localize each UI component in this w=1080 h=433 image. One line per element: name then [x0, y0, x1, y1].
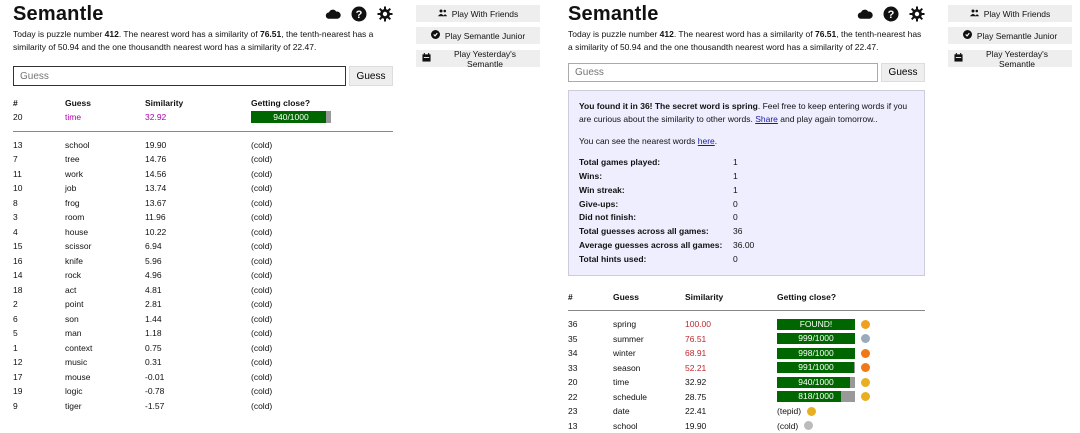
guess-similarity: 32.92	[145, 112, 167, 123]
guess-similarity: 6.94	[145, 241, 162, 252]
guess-input[interactable]	[13, 66, 346, 86]
guess-word: act	[65, 284, 77, 295]
side-button-play-with-friends[interactable]	[416, 5, 540, 22]
side-button-label: Play Yesterday's Semantle	[985, 48, 1049, 69]
puzzle-number: 412	[659, 29, 674, 39]
getting-close: (tepid)	[777, 406, 802, 417]
puzzle-intro	[13, 28, 393, 54]
getting-close-wrap	[777, 391, 925, 402]
guess-similarity: -0.78	[145, 386, 165, 397]
found-text: You found it in 36! The secret word is spring	[579, 101, 758, 111]
guess-similarity: 13.67	[145, 197, 167, 208]
table-row	[568, 404, 925, 419]
guess-similarity: 5.96	[145, 255, 162, 266]
table-row	[13, 268, 393, 283]
guess-word: knife	[65, 255, 83, 266]
guess-word: son	[65, 313, 79, 324]
table-row	[13, 297, 393, 312]
guess-num: 6	[13, 313, 18, 324]
guess-word: date	[613, 406, 630, 417]
proximity-label: 818/1000	[798, 391, 834, 402]
table-row	[13, 341, 393, 356]
junior-icon	[431, 30, 440, 41]
stat-row	[579, 238, 914, 252]
guess-input[interactable]	[568, 63, 878, 82]
table-row	[568, 360, 925, 375]
table-row	[568, 331, 925, 346]
guess-num: 10	[13, 183, 23, 194]
getting-close-cell	[777, 360, 925, 375]
guess-num: 13	[568, 420, 578, 431]
nearest-similarity: 76.51	[259, 29, 282, 39]
stats-table	[579, 156, 914, 266]
stat-value: 0	[733, 212, 738, 223]
fire-icon	[861, 363, 870, 372]
getting-close: (cold)	[251, 212, 273, 223]
guess-form	[568, 63, 925, 82]
guess-num: 13	[13, 139, 23, 150]
table-row	[13, 225, 393, 240]
left-panel	[13, 0, 393, 413]
gear-icon[interactable]	[909, 6, 925, 22]
proximity-bar	[251, 111, 331, 123]
getting-close-cell	[777, 389, 925, 404]
table-row	[568, 418, 925, 433]
getting-close-wrap	[777, 348, 925, 359]
side-button-play-semantle-junior[interactable]	[948, 27, 1072, 44]
getting-close: (cold)	[251, 255, 273, 266]
stat-value: 0	[733, 253, 738, 264]
summary-text: You can see the nearest words	[579, 136, 698, 146]
table-row	[13, 138, 393, 153]
guess-word: scissor	[65, 241, 92, 252]
stat-label: Average guesses across all games:	[579, 239, 723, 250]
guess-num: 3	[13, 212, 18, 223]
guess-word: season	[613, 362, 641, 373]
getting-close: (cold)	[251, 371, 273, 382]
intro-text: , the tenth-nearest has a similarity of 50.94 and the one thousandth nearest word has a similarity of 22.47.	[568, 29, 922, 52]
table-row	[13, 239, 393, 254]
proximity-bar	[777, 391, 855, 402]
found-message	[579, 100, 914, 125]
guess-word: winter	[613, 348, 636, 359]
guess-table	[13, 96, 393, 413]
guess-num: 12	[13, 357, 23, 368]
proximity-label: 999/1000	[798, 333, 834, 344]
guess-form	[13, 66, 393, 86]
puzzle-number: 412	[104, 29, 119, 39]
table-row	[13, 283, 393, 298]
thinking-face-icon	[807, 407, 816, 416]
guess-num: 20	[13, 112, 23, 123]
guess-word: rock	[65, 270, 82, 281]
proximity-label: 991/1000	[798, 362, 834, 373]
guess-similarity: 4.81	[145, 284, 162, 295]
side-button-label: Play Yesterday's Semantle	[453, 48, 517, 69]
guess-word: context	[65, 342, 93, 353]
table-row	[568, 346, 925, 361]
guess-word: summer	[613, 333, 644, 344]
result-summary	[568, 90, 925, 276]
guess-similarity: 76.51	[685, 333, 707, 344]
guess-similarity: 4.96	[145, 270, 162, 281]
getting-close: (cold)	[251, 328, 273, 339]
guess-table	[568, 290, 925, 433]
stat-label: Did not finish:	[579, 212, 637, 223]
svg-text:?: ?	[887, 9, 895, 21]
guess-similarity: 1.44	[145, 313, 162, 324]
latest-guess-row	[13, 110, 393, 125]
fire-icon	[861, 349, 870, 358]
junior-icon	[963, 30, 972, 41]
header-icons	[857, 6, 925, 22]
table-header	[13, 96, 393, 110]
puzzle-intro	[568, 28, 925, 54]
proximity-label: 998/1000	[798, 347, 834, 358]
stat-label: Total games played:	[579, 157, 661, 168]
summary-text: . Feel free to keep entering words if you are curious about the similarity to other words.	[579, 101, 908, 124]
stat-value: 1	[733, 184, 738, 195]
stat-value: 0	[733, 198, 738, 209]
header-icons	[325, 6, 393, 22]
intro-text: Today is puzzle number	[13, 29, 105, 39]
proximity-bar	[777, 362, 855, 373]
intro-text: , the tenth-nearest has a similarity of 50.94 and the one thousandth nearest word has a similarity of 22.47.	[13, 29, 374, 52]
guess-similarity: 1.18	[145, 328, 162, 339]
cold-face-icon	[804, 421, 813, 430]
calendar-icon	[954, 53, 963, 64]
guess-similarity: 100.00	[685, 319, 711, 330]
getting-close-cell	[777, 375, 925, 390]
stat-label: Wins:	[579, 170, 603, 181]
getting-close-wrap	[777, 333, 925, 344]
right-panel	[568, 0, 925, 433]
guess-num: 7	[13, 154, 18, 165]
guess-word: schedule	[613, 391, 648, 402]
table-row	[13, 312, 393, 327]
sunglasses-face-icon	[861, 392, 870, 401]
getting-close: (cold)	[251, 270, 273, 281]
svg-text:?: ?	[355, 9, 363, 21]
share-link[interactable]: Share	[755, 113, 778, 124]
side-button-play-yesterday-s-semantle[interactable]	[948, 50, 1072, 67]
getting-close-wrap	[777, 406, 925, 416]
getting-close-cell	[777, 404, 925, 419]
table-row	[13, 167, 393, 182]
guess-word: point	[65, 299, 84, 310]
table-row	[13, 384, 393, 399]
guess-word: logic	[65, 386, 83, 397]
stat-row	[579, 156, 914, 170]
proximity-bar	[777, 377, 855, 388]
stat-row	[579, 183, 914, 197]
guess-word: man	[65, 328, 82, 339]
summary-text: and play again tomorrow..	[777, 113, 878, 124]
side-button-play-yesterday-s-semantle[interactable]	[416, 50, 540, 67]
getting-close: (cold)	[251, 197, 273, 208]
guess-word: school	[613, 420, 638, 431]
guess-similarity: 2.81	[145, 299, 162, 310]
stat-row	[579, 211, 914, 225]
guess-word: tiger	[65, 400, 82, 411]
guess-similarity: 14.76	[145, 154, 167, 165]
guess-num: 36	[568, 319, 578, 330]
getting-close: (cold)	[251, 154, 273, 165]
cloud-icon[interactable]	[857, 6, 873, 22]
guess-similarity: 52.21	[685, 362, 707, 373]
getting-close-wrap	[777, 421, 925, 431]
intro-text: Today is puzzle number	[568, 29, 660, 39]
guess-num: 5	[13, 328, 18, 339]
guess-similarity: 19.90	[685, 420, 707, 431]
table-row	[13, 370, 393, 385]
guess-word: job	[65, 183, 77, 194]
stat-label: Give-ups:	[579, 198, 619, 209]
getting-close-cell	[251, 110, 393, 125]
guess-num: 20	[568, 377, 578, 388]
guess-num: 16	[13, 255, 23, 266]
proximity-bar	[777, 319, 855, 330]
getting-close-cell	[777, 317, 925, 332]
table-row	[13, 399, 393, 414]
side-button-play-with-friends[interactable]	[948, 5, 1072, 22]
stat-label: Win streak:	[579, 184, 625, 195]
guess-similarity: 68.91	[685, 348, 707, 359]
side-button-label: Play With Friends	[983, 8, 1051, 19]
users-icon	[438, 8, 447, 19]
guess-similarity: 14.56	[145, 168, 167, 179]
header-num[interactable]: #	[13, 98, 18, 108]
nearest-words-link[interactable]: here	[697, 136, 715, 146]
stat-label: Total hints used:	[579, 253, 647, 264]
guess-word: room	[65, 212, 85, 223]
getting-close: (cold)	[251, 357, 273, 368]
table-row	[13, 210, 393, 225]
stat-value: 36	[733, 226, 743, 237]
getting-close-wrap	[777, 377, 925, 388]
side-button-label: Play Semantle Junior	[976, 30, 1058, 41]
guess-similarity: 0.75	[145, 342, 162, 353]
proximity-bar	[777, 348, 855, 359]
side-button-label: Play With Friends	[451, 8, 519, 19]
guess-word: time	[613, 377, 630, 388]
getting-close: (cold)	[251, 313, 273, 324]
guess-word: house	[65, 226, 89, 237]
guess-similarity: 0.31	[145, 357, 162, 368]
calendar-icon	[422, 53, 431, 64]
table-row	[568, 317, 925, 332]
help-icon[interactable]	[883, 6, 899, 22]
header	[568, 0, 925, 26]
sunglasses-face-icon	[861, 378, 870, 387]
getting-close-cell	[777, 331, 925, 346]
table-row	[568, 375, 925, 390]
getting-close: (cold)	[251, 241, 273, 252]
help-icon[interactable]	[351, 6, 367, 22]
cloud-icon[interactable]	[325, 6, 341, 22]
scream-face-icon	[861, 334, 870, 343]
gear-icon[interactable]	[377, 6, 393, 22]
getting-close: (cold)	[251, 386, 273, 397]
guess-similarity: -0.01	[145, 371, 165, 382]
guess-word: work	[65, 168, 83, 179]
getting-close: (cold)	[251, 284, 273, 295]
proximity-bar	[777, 333, 855, 344]
getting-close: (cold)	[777, 420, 799, 431]
guess-num: 17	[13, 371, 23, 382]
stat-row	[579, 169, 914, 183]
guess-num: 33	[568, 362, 578, 373]
stat-label: Total guesses across all games:	[579, 226, 709, 237]
table-header	[568, 290, 925, 304]
stat-row	[579, 197, 914, 211]
guess-button[interactable]: Guess	[881, 63, 925, 82]
guess-similarity: 32.92	[685, 377, 707, 388]
guess-similarity: 10.22	[145, 226, 167, 237]
proximity-label: FOUND!	[799, 318, 833, 329]
getting-close: (cold)	[251, 299, 273, 310]
summary-text: .	[714, 136, 718, 146]
guess-similarity: 19.90	[145, 139, 167, 150]
header-similarity[interactable]: Similarity	[145, 98, 184, 108]
getting-close: (cold)	[251, 226, 273, 237]
guess-similarity: 13.74	[145, 183, 167, 194]
side-button-label: Play Semantle Junior	[444, 30, 526, 41]
guess-num: 23	[568, 406, 578, 417]
header	[13, 0, 393, 26]
stat-row	[579, 224, 914, 238]
table-row	[13, 181, 393, 196]
table-row	[13, 152, 393, 167]
guess-num: 11	[13, 168, 22, 179]
guess-num: 22	[568, 391, 578, 402]
guess-num: 2	[13, 299, 18, 310]
intro-text: . The nearest word has a similarity of	[118, 29, 260, 39]
header-num[interactable]: #	[568, 291, 573, 302]
getting-close-cell	[777, 418, 925, 433]
guess-num: 9	[13, 400, 18, 411]
stat-value: 1	[733, 170, 738, 181]
table-row	[13, 254, 393, 269]
guess-num: 18	[13, 284, 23, 295]
guess-word: spring	[613, 319, 637, 330]
proximity-label: 940/1000	[798, 376, 834, 387]
getting-close: (cold)	[251, 183, 273, 194]
stat-row	[579, 252, 914, 266]
guess-word: mouse	[65, 371, 91, 382]
guess-num: 1	[13, 342, 18, 353]
header-guess[interactable]: Guess	[613, 291, 639, 302]
table-row	[13, 355, 393, 370]
guess-similarity: -1.57	[145, 400, 165, 411]
users-icon	[970, 8, 979, 19]
header-getting-close: Getting close?	[251, 98, 311, 108]
app-logo[interactable]: Semantle	[13, 3, 104, 25]
guess-word: frog	[65, 197, 80, 208]
intro-text: . The nearest word has a similarity of	[673, 29, 815, 39]
header-similarity[interactable]: Similarity	[685, 291, 724, 302]
nearest-similarity: 76.51	[814, 29, 837, 39]
getting-close-wrap	[777, 319, 925, 330]
app-logo[interactable]: Semantle	[568, 3, 659, 25]
guess-similarity: 28.75	[685, 391, 707, 402]
guess-button[interactable]: Guess	[349, 66, 393, 86]
guess-similarity: 11.96	[145, 212, 166, 223]
guess-num: 4	[13, 226, 18, 237]
getting-close: (cold)	[251, 168, 273, 179]
header-guess[interactable]: Guess	[65, 98, 91, 108]
table-row	[13, 196, 393, 211]
getting-close: (cold)	[251, 139, 273, 150]
table-row	[13, 326, 393, 341]
guess-num: 8	[13, 197, 18, 208]
table-row	[568, 389, 925, 404]
proximity-label: 940/1000	[273, 112, 309, 123]
party-face-icon	[861, 320, 870, 329]
getting-close-cell	[777, 346, 925, 361]
nearest-words-message	[579, 135, 914, 148]
stat-value: 1	[733, 157, 738, 168]
stat-value: 36.00	[733, 239, 755, 250]
header-getting-close: Getting close?	[777, 291, 837, 302]
guess-num: 15	[13, 241, 23, 252]
guess-num: 35	[568, 333, 578, 344]
getting-close: (cold)	[251, 400, 273, 411]
getting-close-wrap	[777, 362, 925, 373]
guess-word: time	[65, 112, 82, 123]
guess-word: music	[65, 357, 88, 368]
getting-close: (cold)	[251, 342, 273, 353]
guess-word: tree	[65, 154, 80, 165]
guess-word: school	[65, 139, 90, 150]
guess-num: 34	[568, 348, 578, 359]
guess-num: 14	[13, 270, 23, 281]
guess-num: 19	[13, 386, 23, 397]
side-button-play-semantle-junior[interactable]	[416, 27, 540, 44]
guess-similarity: 22.41	[685, 406, 707, 417]
